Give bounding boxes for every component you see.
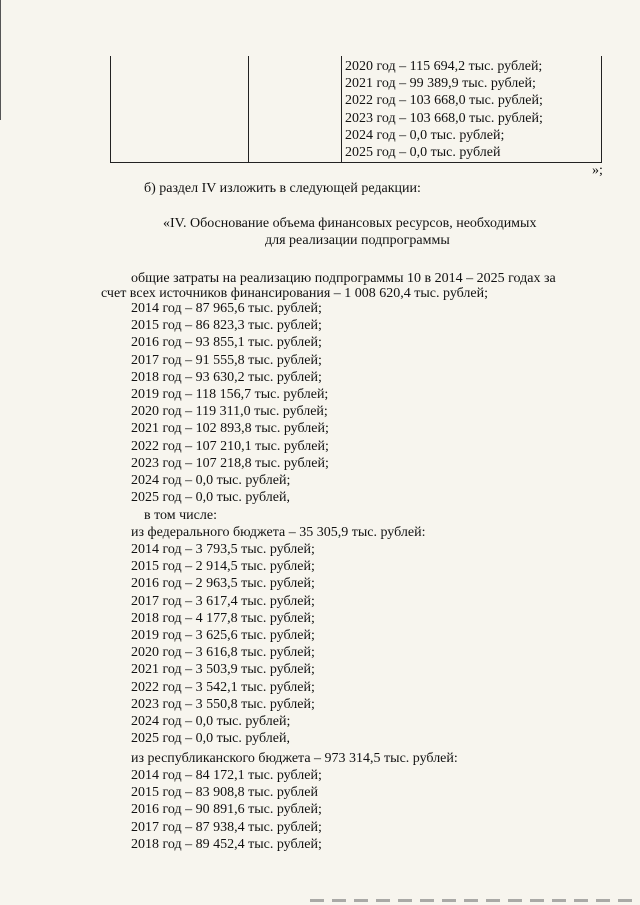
list-item: 2018 год – 4 177,8 тыс. рублей; [131,610,315,626]
federal-years-list [131,541,315,747]
funding-table-fragment [110,56,602,163]
table-row: 2022 год – 103 668,0 тыс. рублей; [345,93,543,109]
item-b: б) раздел IV изложить в следующей редакции: [144,181,421,196]
list-item: 2016 год – 90 891,6 тыс. рублей; [131,802,322,818]
list-item: 2014 год – 87 965,6 тыс. рублей; [131,301,322,316]
list-item: 2019 год – 118 156,7 тыс. рублей; [131,386,329,402]
list-item: 2021 год – 102 893,8 тыс. рублей; [131,421,329,437]
list-item: 2016 год – 93 855,1 тыс. рублей; [131,335,322,351]
list-item: 2020 год – 119 311,0 тыс. рублей; [131,404,328,420]
including-label: в том числе: [144,508,217,523]
list-item: 2016 год – 2 963,5 тыс. рублей; [131,576,315,592]
table-row: 2023 год – 103 668,0 тыс. рублей; [345,110,543,126]
list-item: 2017 год – 91 555,8 тыс. рублей; [131,352,322,368]
list-item: 2015 год – 2 914,5 тыс. рублей; [131,559,315,575]
table-cell-empty-1 [111,56,249,162]
list-item: 2017 год – 87 938,4 тыс. рублей; [131,819,322,835]
list-item: 2022 год – 3 542,1 тыс. рублей; [131,679,315,695]
list-item: 2014 год – 3 793,5 тыс. рублей; [131,542,315,557]
republic-heading: из республиканского бюджета – 973 314,5 тыс. рублей: [131,751,458,766]
table-row: 2024 год – 0,0 тыс. рублей; [345,127,505,143]
section-title-line-2: для реализации подпрограммы [265,233,450,248]
list-item: 2014 год – 84 172,1 тыс. рублей; [131,768,322,783]
table-cell-empty-2 [249,56,342,162]
table-cell-years [345,58,595,161]
list-item: 2025 год – 0,0 тыс. рублей, [131,731,290,747]
scan-edge-line [0,0,1,120]
table-row: 2021 год – 99 389,9 тыс. рублей; [345,76,536,92]
table-row: 2025 год – 0,0 тыс. рублей [345,145,501,161]
list-item: 2015 год – 86 823,3 тыс. рублей; [131,318,322,334]
list-item: 2022 год – 107 210,1 тыс. рублей; [131,438,329,454]
list-item: 2017 год – 3 617,4 тыс. рублей; [131,593,315,609]
section-title-line-1: «IV. Обоснование объема финансовых ресурсов, необходимых [163,216,537,231]
intro-line-2: счет всех источников финансирования – 1 008 620,4 тыс. рублей; [101,286,489,301]
table-row: 2020 год – 115 694,2 тыс. рублей; [345,59,543,74]
list-item: 2024 год – 0,0 тыс. рублей; [131,713,291,729]
closing-quote: »; [592,163,603,178]
list-item: 2015 год – 83 908,8 тыс. рублей [131,785,318,801]
republic-years-list [131,767,322,853]
list-item: 2019 год – 3 625,6 тыс. рублей; [131,627,315,643]
federal-heading: из федерального бюджета – 35 305,9 тыс. рублей: [131,525,426,540]
list-item: 2025 год – 0,0 тыс. рублей, [131,490,290,506]
list-item: 2024 год – 0,0 тыс. рублей; [131,472,291,488]
list-item: 2020 год – 3 616,8 тыс. рублей; [131,645,315,661]
list-item: 2023 год – 107 218,8 тыс. рублей; [131,455,329,471]
list-item: 2021 год – 3 503,9 тыс. рублей; [131,662,315,678]
scan-footer-noise [310,899,640,902]
intro-line-1: общие затраты на реализацию подпрограммы 10 в 2014 – 2025 годах за [131,271,556,286]
list-item: 2023 год – 3 550,8 тыс. рублей; [131,696,315,712]
list-item: 2018 год – 89 452,4 тыс. рублей; [131,836,322,852]
list-item: 2018 год – 93 630,2 тыс. рублей; [131,369,322,385]
total-years-list [131,300,329,506]
